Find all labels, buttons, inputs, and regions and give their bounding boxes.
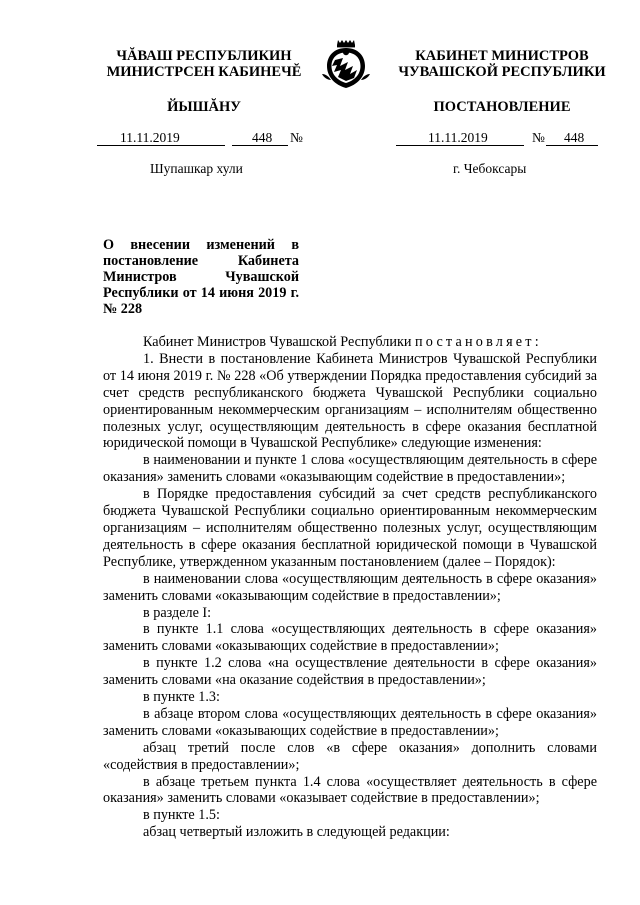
issuer-name-chuvash-line2: МИНИСТРСЕН КАБИНЕЧĔ — [106, 64, 302, 80]
document-subject: О внесении изменений в постановление Кабинета Министров Чувашской Республики от 14 июня 2019 г. № 228 — [103, 237, 299, 317]
issuer-name-russian-line2: ЧУВАШСКОЙ РЕСПУБЛИКИ — [398, 64, 606, 80]
issuer-name-chuvash-line1: ЧĂВАШ РЕСПУБЛИКИН — [116, 48, 292, 64]
preamble-verb: постановляет: — [415, 334, 542, 350]
number-sign-right: № — [532, 130, 545, 145]
body-paragraph: в наименовании и пункте 1 слова «осуществляющим деятельность в сфере оказания» заменить словами «оказывающим содействие в предоставлении»; — [103, 452, 597, 486]
number-left: 448 — [252, 130, 273, 145]
body-paragraph: в пункте 1.1 слова «осуществляющих деятельность в сфере оказания» заменить словами «оказывающих содействие в предоставлении»; — [103, 621, 597, 655]
place-chuvash: Шупашкар хули — [150, 161, 243, 176]
body-paragraph: 1. Внести в постановление Кабинета Министров Чувашской Республики от 14 июня 2019 г. № 228 «Об утверждении Порядка предоставления субсидий за счет средств республиканского бюджета Чувашской Республики социально ориентированным некоммерческим организациям – исполнителям общественно полезных услуг, осуществляющим деятельность в сфере оказания бесплатной юридической помощи в Чувашской Республике» следующие изменения: — [103, 350, 597, 452]
body-paragraph: в пункте 1.3: — [143, 689, 220, 706]
place-russian: г. Чебоксары — [453, 161, 527, 176]
number-right: 448 — [564, 130, 585, 145]
body-paragraph: абзац третий после слов «в сфере оказания» дополнить словами «содействия в предоставлении»; — [103, 739, 597, 773]
body-paragraph: в пункте 1.2 слова «на осуществление деятельности в сфере оказания» заменить словами «на оказание содействия в предоставлении»; — [103, 655, 597, 689]
body-paragraph: в пункте 1.5: — [143, 807, 220, 824]
body-paragraph: в наименовании слова «осуществляющим деятельность в сфере оказания» заменить словами «оказывающим содействие в предоставлении»; — [103, 570, 597, 604]
preamble-issuer: Кабинет Министров Чувашской Республики — [143, 334, 412, 350]
date-right: 11.11.2019 — [428, 130, 488, 145]
body-paragraph: в Порядке предоставления субсидий за счет средств республиканского бюджета Чувашской Республики социально ориентированным некоммерческим организациям – исполнителям общественно полезных услуг, осуществляющим деятельность в сфере оказания бесплатной юридической помощи в Чувашской Республике, утвержденном указанным постановлением (далее – Порядок): — [103, 486, 597, 570]
doc-type-chuvash: ЙЫШĂНУ — [167, 99, 241, 115]
body-paragraph: в разделе I: — [143, 604, 212, 621]
number-sign-left: № — [290, 130, 303, 145]
date-left: 11.11.2019 — [120, 130, 180, 145]
body-paragraph: в абзаце втором слова «осуществляющих деятельность в сфере оказания» заменить словами «оказывающих содействие в предоставлении»; — [103, 705, 597, 739]
doc-type-russian: ПОСТАНОВЛЕНИЕ — [433, 99, 571, 115]
issuer-name-russian-line1: КАБИНЕТ МИНИСТРОВ — [415, 48, 589, 64]
coat-of-arms-emblem — [318, 36, 374, 92]
document-body — [103, 334, 597, 841]
body-paragraph: в абзаце третьем пункта 1.4 слова «осуществляет деятельность в сфере оказания» заменить словами «оказывает содействие в предоставлении»; — [103, 773, 597, 807]
preamble — [103, 334, 597, 351]
body-paragraph: абзац четвертый изложить в следующей редакции: — [143, 824, 450, 841]
